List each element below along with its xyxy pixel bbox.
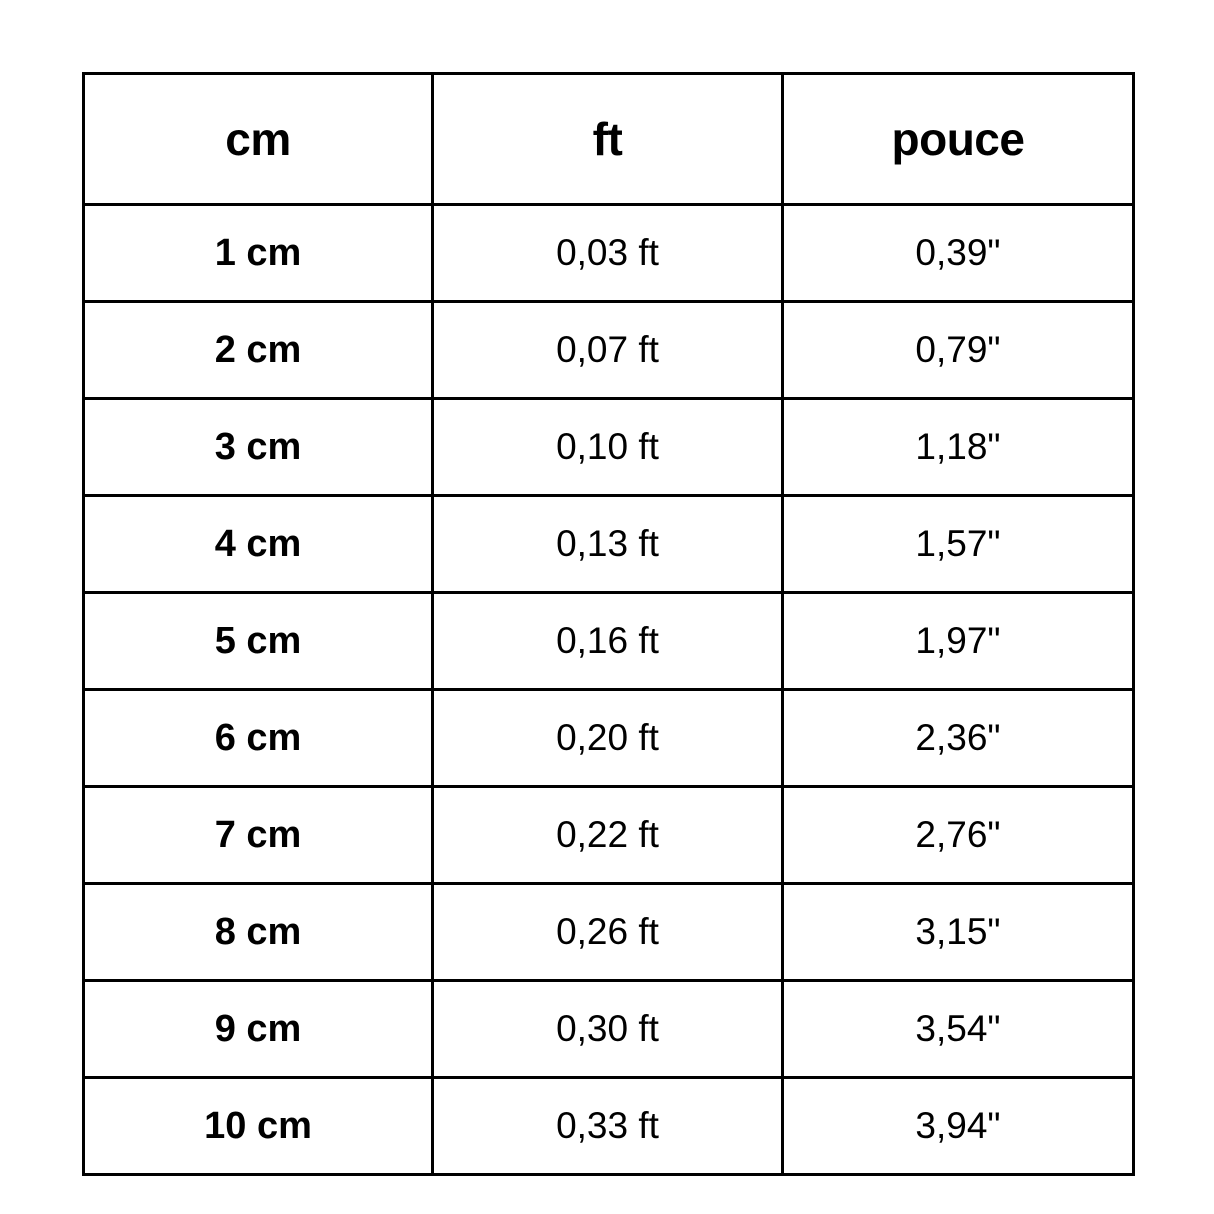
cell-ft: 0,33 ft bbox=[433, 1078, 783, 1175]
cell-ft: 0,20 ft bbox=[433, 690, 783, 787]
table-body bbox=[84, 205, 1134, 1175]
cell-pouce: 3,94" bbox=[783, 1078, 1134, 1175]
cell-pouce: 1,18" bbox=[783, 399, 1134, 496]
cell-ft: 0,30 ft bbox=[433, 981, 783, 1078]
table-row bbox=[84, 302, 1134, 399]
cell-ft: 0,10 ft bbox=[433, 399, 783, 496]
cell-ft: 0,26 ft bbox=[433, 884, 783, 981]
column-header-pouce: pouce bbox=[783, 74, 1134, 205]
cm-to-ft-inch-table bbox=[82, 72, 1135, 1176]
cell-ft: 0,07 ft bbox=[433, 302, 783, 399]
cell-cm: 9 cm bbox=[84, 981, 433, 1078]
cell-cm: 5 cm bbox=[84, 593, 433, 690]
cell-cm: 4 cm bbox=[84, 496, 433, 593]
table-row bbox=[84, 884, 1134, 981]
table-row bbox=[84, 205, 1134, 302]
column-header-ft: ft bbox=[433, 74, 783, 205]
table-row bbox=[84, 787, 1134, 884]
cell-ft: 0,03 ft bbox=[433, 205, 783, 302]
column-header-cm: cm bbox=[84, 74, 433, 205]
cell-pouce: 3,54" bbox=[783, 981, 1134, 1078]
cell-pouce: 1,57" bbox=[783, 496, 1134, 593]
cell-cm: 8 cm bbox=[84, 884, 433, 981]
cell-pouce: 2,36" bbox=[783, 690, 1134, 787]
cell-cm: 3 cm bbox=[84, 399, 433, 496]
cell-ft: 0,13 ft bbox=[433, 496, 783, 593]
table-row bbox=[84, 593, 1134, 690]
cell-cm: 10 cm bbox=[84, 1078, 433, 1175]
table-row bbox=[84, 690, 1134, 787]
table-row bbox=[84, 496, 1134, 593]
cell-cm: 6 cm bbox=[84, 690, 433, 787]
cell-pouce: 2,76" bbox=[783, 787, 1134, 884]
cell-cm: 1 cm bbox=[84, 205, 433, 302]
cell-pouce: 0,39" bbox=[783, 205, 1134, 302]
cell-pouce: 3,15" bbox=[783, 884, 1134, 981]
cell-cm: 2 cm bbox=[84, 302, 433, 399]
cell-pouce: 0,79" bbox=[783, 302, 1134, 399]
table-container bbox=[82, 72, 1132, 1147]
table-row bbox=[84, 981, 1134, 1078]
table-header-row bbox=[84, 74, 1134, 205]
table-row bbox=[84, 399, 1134, 496]
cell-pouce: 1,97" bbox=[783, 593, 1134, 690]
cell-ft: 0,22 ft bbox=[433, 787, 783, 884]
cell-cm: 7 cm bbox=[84, 787, 433, 884]
table-row bbox=[84, 1078, 1134, 1175]
table-header bbox=[84, 74, 1134, 205]
cell-ft: 0,16 ft bbox=[433, 593, 783, 690]
